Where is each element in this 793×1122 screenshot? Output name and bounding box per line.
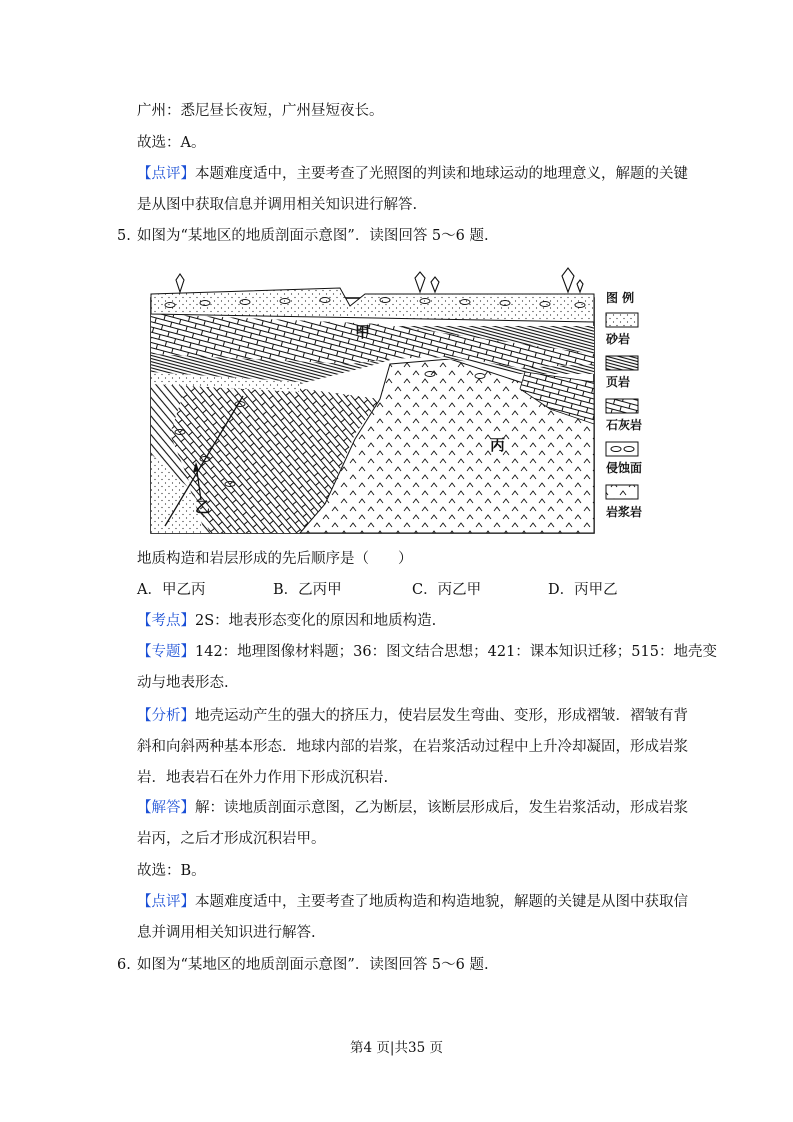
label-jia: 甲 — [355, 323, 371, 341]
jieda-paragraph-2: 岩丙，之后才形成沉积岩甲。 — [137, 831, 326, 847]
fenxi-paragraph — [137, 706, 688, 726]
comment-text: 本题难度适中，主要考查了光照图的判读和地球运动的地理意义，解题的关键 — [195, 166, 688, 182]
kaodian-paragraph — [137, 611, 436, 631]
answer-choice-5: 故选：B。 — [137, 863, 206, 879]
question-5-stem: 地质构造和岩层形成的先后顺序是（ ） — [137, 551, 413, 567]
dianping-paragraph-2: 息并调用相关知识进行解答. — [137, 925, 316, 941]
zhuanti-paragraph-2: 动与地表形态. — [137, 675, 229, 691]
comment-tag: 【点评】 — [137, 166, 195, 182]
zhuanti-tag: 【专题】 — [137, 644, 195, 660]
jieda-text: 解：读地质剖面示意图，乙为断层，该断层形成后，发生岩浆活动，形成岩浆 — [195, 800, 688, 816]
comment-paragraph-2: 是从图中获取信息并调用相关知识进行解答. — [137, 197, 418, 213]
comment-paragraph — [137, 164, 688, 184]
option-d: D．丙甲乙 — [548, 582, 618, 598]
fenxi-tag: 【分析】 — [137, 708, 195, 724]
zhuanti-text: 142：地理图像材料题；36：图文结合思想；421：课本知识迁移；515：地壳变 — [195, 644, 717, 660]
legend-limestone: 石灰岩 — [606, 418, 643, 432]
legend-igneous-rock: 岩浆岩 — [606, 505, 643, 519]
option-a: A．甲乙丙 — [137, 582, 206, 598]
dianping-paragraph — [137, 892, 688, 912]
kaodian-text: 2S：地表形态变化的原因和地质构造. — [195, 613, 437, 629]
page-footer: 第4 页|共35 页 — [350, 1040, 443, 1056]
question-5-number: 5. — [117, 228, 131, 244]
jieda-paragraph — [137, 798, 688, 818]
question-6-number: 6. — [117, 957, 131, 973]
kaodian-tag: 【考点】 — [137, 613, 195, 629]
option-b: B．乙丙甲 — [273, 582, 342, 598]
legend-title: 图 例 — [606, 291, 635, 305]
option-c: C．丙乙甲 — [412, 582, 482, 598]
label-yi: 乙 — [195, 498, 211, 516]
zhuanti-paragraph — [137, 642, 717, 662]
question-5-title: 如图为“某地区的地质剖面示意图”．读图回答 5～6 题. — [137, 228, 489, 244]
fenxi-paragraph-2: 斜和向斜两种基本形态．地球内部的岩浆，在岩浆活动过程中上升冷却凝固，形成岩浆 — [137, 739, 688, 755]
answer-choice: 故选：A。 — [137, 135, 206, 151]
jieda-tag: 【解答】 — [137, 800, 195, 816]
geology-cross-section-figure — [150, 264, 646, 534]
fenxi-text: 地壳运动产生的强大的挤压力，使岩层发生弯曲、变形，形成褶皱．褶皱有背 — [195, 708, 688, 724]
question-6-title: 如图为“某地区的地质剖面示意图”．读图回答 5～6 题. — [137, 957, 489, 973]
dianping-text: 本题难度适中，主要考查了地质构造和构造地貌，解题的关键是从图中获取信 — [195, 894, 688, 910]
legend-sandstone: 砂岩 — [606, 332, 631, 346]
label-bing: 丙 — [490, 436, 506, 454]
legend-shale: 页岩 — [606, 375, 631, 389]
fenxi-paragraph-3: 岩．地表岩石在外力作用下形成沉积岩. — [137, 770, 389, 786]
answer-line-1: 广州：悉尼昼长夜短，广州昼短夜长。 — [137, 103, 384, 119]
dianping-tag: 【点评】 — [137, 894, 195, 910]
legend-erosion-surface: 侵蚀面 — [606, 461, 643, 475]
